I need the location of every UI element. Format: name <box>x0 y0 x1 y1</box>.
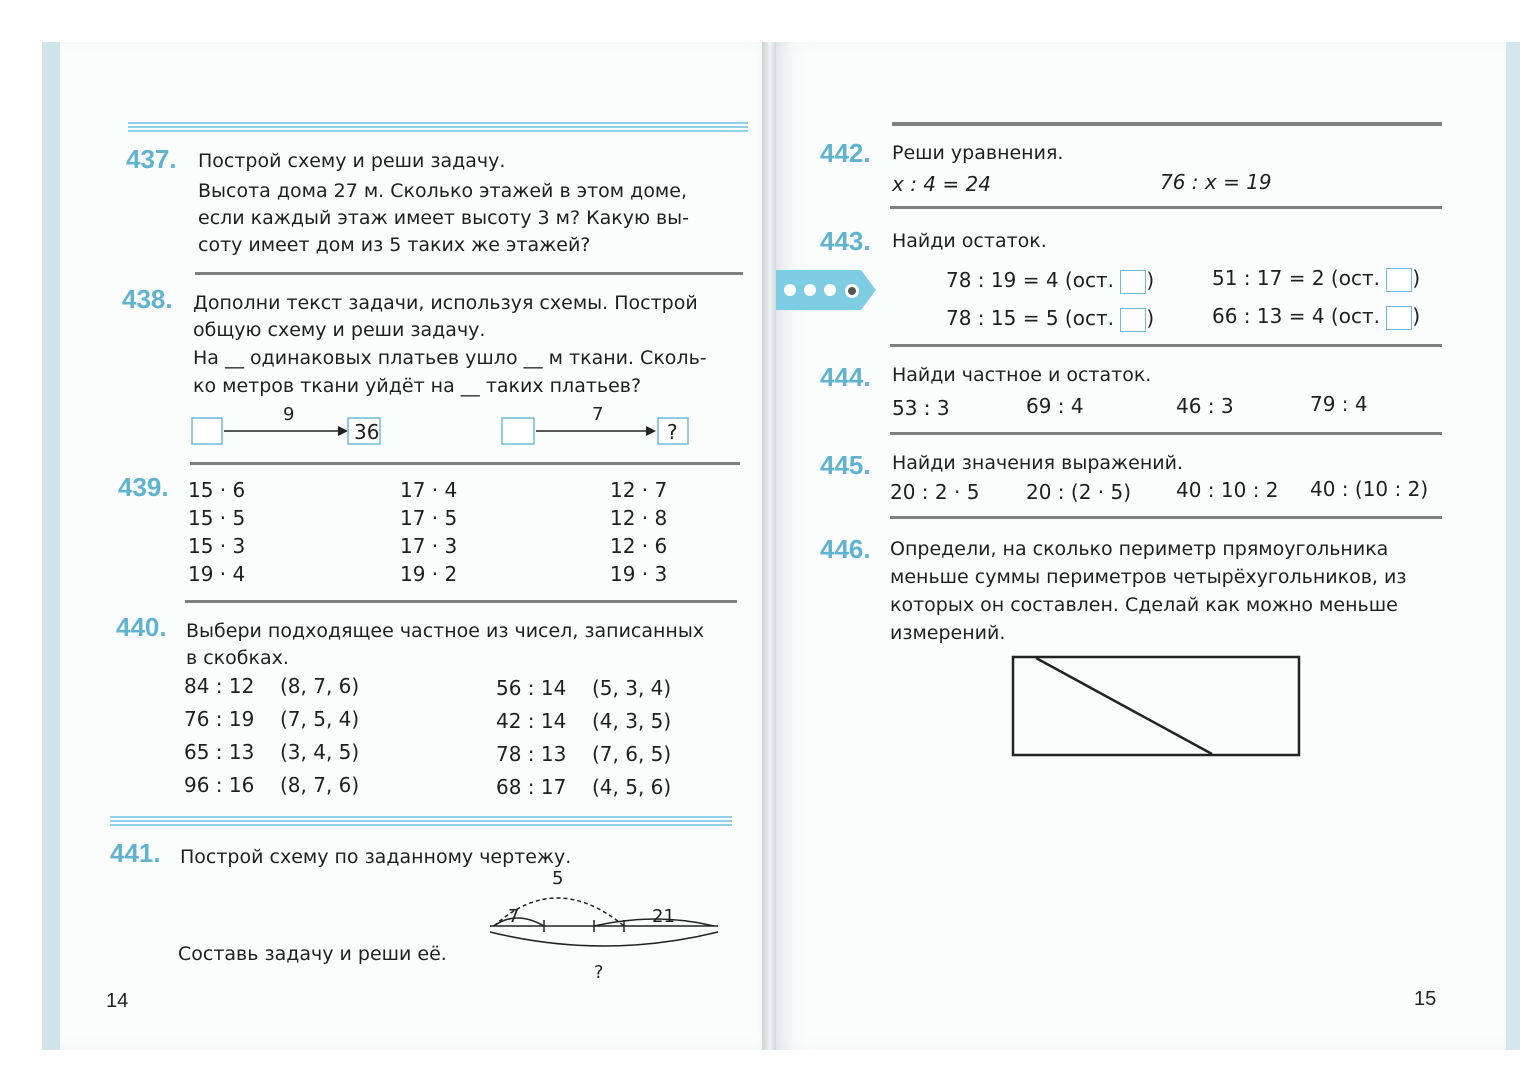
task-437-number: 437. <box>126 144 177 174</box>
expr: 12 · 6 <box>610 534 668 558</box>
drawing-label-top: 5 <box>552 868 564 889</box>
expr: 20 : 2 · 5 <box>890 480 980 504</box>
remainder-row <box>946 268 1154 294</box>
drawing-label-a: 7 <box>508 906 520 927</box>
task-443-title: Найди остаток. <box>892 230 1047 252</box>
task-438-line: общую схему и реши задачу. <box>193 319 486 341</box>
expr: 40 : 10 : 2 <box>1176 478 1279 502</box>
task-441-drawing <box>486 880 722 960</box>
section-rule <box>128 122 748 132</box>
answer-box[interactable] <box>1120 270 1146 294</box>
expr: 17 · 3 <box>400 534 458 558</box>
task-443-number: 443. <box>820 226 871 256</box>
task-437-line: Высота дома 27 м. Сколько этажей в этом доме, <box>198 180 687 202</box>
options: (4, 3, 5) <box>592 709 672 733</box>
expr: 84 : 12 <box>184 674 255 698</box>
paren: ) <box>1412 304 1421 328</box>
task-444-title: Найди частное и остаток. <box>892 364 1152 386</box>
task-446-number: 446. <box>820 534 871 564</box>
remainder-row <box>946 306 1154 332</box>
expr: 68 : 17 <box>496 775 567 799</box>
tab-dot <box>784 284 796 296</box>
equation: x : 4 = 24 <box>892 172 991 196</box>
divider <box>890 516 1442 519</box>
expr: 40 : (10 : 2) <box>1310 477 1429 501</box>
paren: ) <box>1412 266 1421 290</box>
options: (7, 6, 5) <box>592 742 672 766</box>
remainder-row <box>1212 304 1420 330</box>
options: (3, 4, 5) <box>280 740 360 764</box>
drawing-label-q: ? <box>594 962 604 983</box>
expr: 15 · 3 <box>188 534 246 558</box>
expr: 69 : 4 <box>1026 394 1084 418</box>
task-440-line: Выбери подходящее частное из чисел, записанных <box>186 620 705 642</box>
answer-box[interactable] <box>1386 306 1412 330</box>
expr: 12 · 8 <box>610 506 668 530</box>
task-446-rectangle-drawing <box>1010 654 1304 760</box>
expr: 51 : 17 = 2 (ост. <box>1212 266 1380 290</box>
task-437-line: если каждый этаж имеет высоту 3 м? Какую вы- <box>198 207 690 229</box>
answer-box[interactable] <box>1386 268 1412 292</box>
expr: 96 : 16 <box>184 773 255 797</box>
divider <box>185 600 737 603</box>
paren: ) <box>1146 306 1155 330</box>
task-441-line: Составь задачу и реши её. <box>178 943 447 965</box>
section-rule <box>110 816 732 826</box>
options: (4, 5, 6) <box>592 775 672 799</box>
scheme2-result: ? <box>667 420 678 444</box>
divider <box>890 206 1442 209</box>
task-445-number: 445. <box>820 450 871 480</box>
answer-box[interactable] <box>1120 308 1146 332</box>
task-441-line: Построй схему по заданному чертежу. <box>180 846 572 868</box>
page-number-right: 15 <box>1414 988 1437 1010</box>
options: (5, 3, 4) <box>592 676 672 700</box>
task-441-number: 441. <box>110 838 161 868</box>
options: (8, 7, 6) <box>280 674 360 698</box>
expr: 20 : (2 · 5) <box>1026 480 1132 504</box>
expr: 56 : 14 <box>496 676 567 700</box>
expr: 46 : 3 <box>1176 394 1234 418</box>
expr: 53 : 3 <box>892 396 950 420</box>
options: (7, 5, 4) <box>280 707 360 731</box>
scheme1-arrow-label: 9 <box>283 404 295 425</box>
tab-dot <box>824 284 836 296</box>
task-438-line: Дополни текст задачи, используя схемы. Построй <box>193 292 698 314</box>
expr: 79 : 4 <box>1310 392 1368 416</box>
divider <box>890 432 1442 435</box>
task-438-line: На __ одинаковых платьев ушло __ м ткани. Сколь- <box>193 347 707 369</box>
expr: 17 · 5 <box>400 506 458 530</box>
expr: 19 · 4 <box>188 562 246 586</box>
task-438-number: 438. <box>122 284 173 314</box>
expr: 78 : 19 = 4 (ост. <box>946 268 1114 292</box>
task-446-line: измерений. <box>890 622 1006 644</box>
expr: 17 · 4 <box>400 478 458 502</box>
expr: 19 · 3 <box>610 562 668 586</box>
task-445-title: Найди значения выражений. <box>892 452 1183 474</box>
options: (8, 7, 6) <box>280 773 360 797</box>
remainder-row <box>1212 266 1420 292</box>
tab-dot <box>804 284 816 296</box>
task-437-line: соту имеет дом из 5 таких же этажей? <box>198 234 591 256</box>
tab-dot <box>845 284 859 298</box>
task-444-number: 444. <box>820 362 871 392</box>
expr: 15 · 6 <box>188 478 246 502</box>
scheme1-result: 36 <box>354 420 380 444</box>
expr: 78 : 13 <box>496 742 567 766</box>
expr: 65 : 13 <box>184 740 255 764</box>
task-446-line: которых он составлен. Сделай как можно меньше <box>890 594 1398 616</box>
paren: ) <box>1146 268 1155 292</box>
drawing-label-b: 21 <box>652 906 675 927</box>
expr: 19 · 2 <box>400 562 458 586</box>
scheme2-arrow-label: 7 <box>592 404 604 425</box>
divider <box>195 272 743 275</box>
expr: 15 · 5 <box>188 506 246 530</box>
expr: 42 : 14 <box>496 709 567 733</box>
divider <box>190 462 740 465</box>
equation: 76 : x = 19 <box>1160 170 1272 194</box>
task-446-line: меньше суммы периметров четырёхугольников, из <box>890 566 1407 588</box>
expr: 76 : 19 <box>184 707 255 731</box>
task-438-schemes <box>188 402 748 450</box>
page-number-left: 14 <box>106 990 129 1012</box>
task-442-number: 442. <box>820 138 871 168</box>
divider <box>890 344 1442 347</box>
task-442-title: Реши уравнения. <box>892 142 1064 164</box>
task-446-line: Определи, на сколько периметр прямоугольника <box>890 538 1389 560</box>
task-438-line: ко метров ткани уйдёт на __ таких платьев? <box>193 375 642 397</box>
task-437-line: Построй схему и реши задачу. <box>198 150 506 172</box>
task-440-number: 440. <box>116 612 167 642</box>
task-439-number: 439. <box>118 472 169 502</box>
expr: 12 · 7 <box>610 478 668 502</box>
expr: 66 : 13 = 4 (ост. <box>1212 304 1380 328</box>
divider <box>892 122 1442 126</box>
task-440-line: в скобках. <box>186 647 289 669</box>
expr: 78 : 15 = 5 (ост. <box>946 306 1114 330</box>
